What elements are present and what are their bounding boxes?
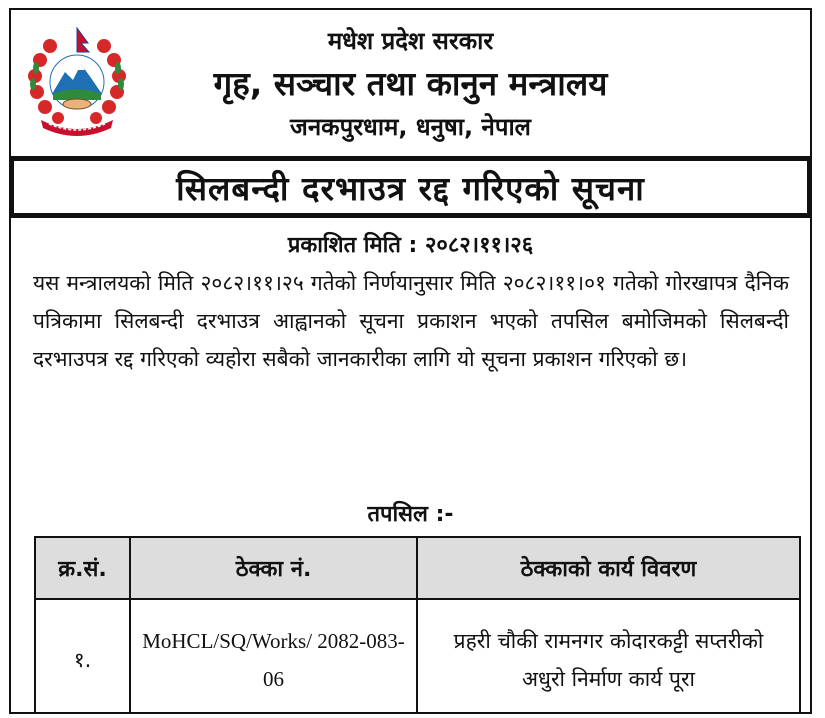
cell-work-description: प्रहरी चौकी रामनगर कोदारकट्टी सप्तरीको अधुरो निर्माण कार्य पूरा — [417, 599, 800, 714]
notice-title-banner — [11, 156, 810, 218]
table-row — [35, 599, 800, 714]
details-heading: तपसिल :- — [367, 502, 454, 527]
ministry-address: जनकपुरधाम, धनुषा, नेपाल — [290, 113, 531, 141]
cell-serial: १. — [35, 599, 130, 714]
notice-body: यस मन्त्रालयको मिति २०८२।११।२५ गतेको निर्णयानुसार मिति २०८२।११।०१ गतेको गोरखापत्र दैनिक पत्रिकामा सिलबन्दी दरभाउत्र आह्वानको सूचना प्रकाशन भएको तपसिल बमोजिमको सिलबन्दी दरभाउपत्र रद्द गरिएको व्यहोरा सबैको जानकारीका लागि यो सूचना प्रकाशन गरिएको छ। — [33, 271, 789, 371]
table-header-row — [35, 537, 800, 599]
header-contract-no: ठेक्का नं. — [130, 537, 417, 599]
header-work-description: ठेक्काको कार्य विवरण — [417, 537, 800, 599]
contract-table — [34, 536, 801, 714]
ministry-name: गृह, सञ्चार तथा कानुन मन्त्रालय — [213, 64, 608, 103]
notice-page — [9, 8, 812, 714]
government-name: मधेश प्रदेश सरकार — [327, 27, 494, 55]
notice-title: सिलबन्दी दरभाउत्र रद्द गरिएको सूचना — [14, 161, 807, 213]
published-date: प्रकाशित मिति : २०८२।११।२६ — [287, 233, 534, 258]
header-serial: क्र.सं. — [35, 537, 130, 599]
cell-contract-no: MoHCL/SQ/Works/ 2082-083-06 — [130, 599, 417, 714]
